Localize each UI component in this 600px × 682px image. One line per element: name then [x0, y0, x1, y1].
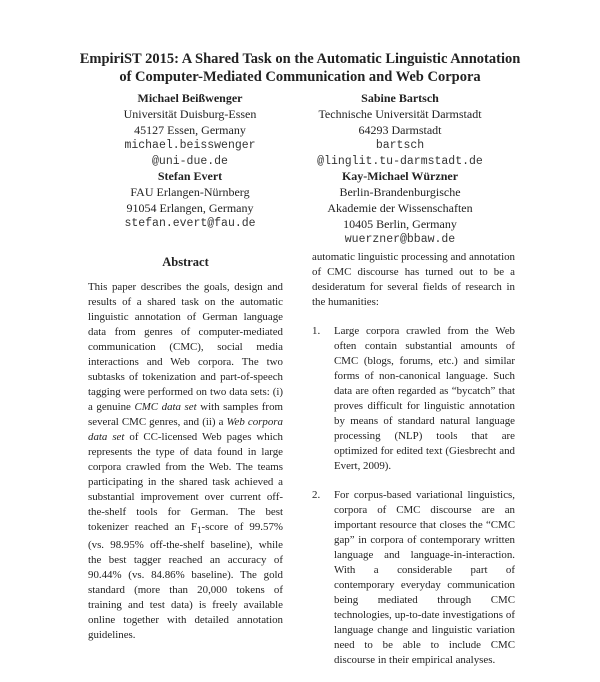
author-affiliation-2: Akademie der Wissenschaften	[327, 201, 473, 215]
list-item	[312, 324, 515, 474]
abstract-text-2: with samples from several CMC genres, and (ii) a	[88, 401, 283, 428]
author-email-domain[interactable]: @uni-due.de	[152, 155, 228, 168]
author-affiliation: FAU Erlangen-Nürnberg	[130, 185, 250, 199]
author-address: 64293 Darmstadt	[358, 123, 442, 137]
author-affiliation: Berlin-Brandenburgische	[339, 185, 461, 199]
abstract-emphasis-1: CMC data set	[134, 401, 197, 413]
author-name: Stefan Evert	[157, 169, 223, 183]
abstract-subscript: 1	[197, 525, 202, 536]
list-item-text: For corpus-based variational linguistics, corpora of CMC discourse are an important resource that closes the “CMC gap” in corpora of contemporary written language and language-in-interaction. With a considerable part of contemporary everyday communication being mediated through CMC technologies, up-to-date investigations of language change and linguistic variation need to be able to include CMC discourse in their empirical analyses.	[334, 489, 515, 666]
author-block-4	[300, 168, 500, 248]
author-block-1	[100, 90, 280, 170]
list-item-text: Large corpora crawled from the Web often contain substantial amounts of CMC (blogs, forums, etc.) and similar forms of non-canonical language. Such data are often regarded as “bycatch” that proves difficult for linguistic annotation by means of standard natural language processing (NLP) tools that are optimized for edited text (Giesbrecht and Evert, 2009).	[334, 325, 515, 472]
author-email[interactable]: wuerzner@bbaw.de	[344, 233, 456, 246]
author-affiliation: Technische Universität Darmstadt	[318, 107, 482, 121]
author-address: 10405 Berlin, Germany	[343, 217, 457, 231]
abstract-emphasis-2: Web corpora data set	[88, 416, 283, 443]
author-address: 91054 Erlangen, Germany	[126, 201, 254, 215]
author-email[interactable]: stefan.evert@fau.de	[124, 217, 256, 230]
author-email[interactable]: bartsch	[375, 139, 425, 152]
list-item-number: 2.	[312, 489, 321, 501]
author-name: Kay-Michael Würzner	[341, 169, 459, 183]
paper-title	[60, 50, 540, 86]
author-address: 45127 Essen, Germany	[134, 123, 246, 137]
intro-column	[312, 250, 515, 682]
title-line-1: EmpiriST 2015: A Shared Task on the Automatic Linguistic Annotation	[79, 51, 521, 67]
author-name: Michael Beißwenger	[137, 91, 243, 105]
title-line-2: of Computer-Mediated Communication and Web Corpora	[119, 69, 481, 85]
abstract-text-4: -score of 99.57% (vs. 98.95% off-the-shelf baseline), while the best tagger reached an accuracy of 90.44% (vs. 84.86% baseline). The gold standard (more than 20,000 tokens of training and test data) is freely available online together with detailed annotation guidelines.	[88, 521, 283, 642]
abstract-text-3: of CC-licensed Web pages which represents the type of data found in large corpora crawled from the Web. The teams participating in the shared task achieved a substantial improvement over current off-the-shelf tools for German. The best tokenizer reached an F	[88, 431, 284, 533]
abstract-heading: Abstract	[162, 255, 209, 269]
list-item-number: 1.	[312, 325, 321, 337]
author-email[interactable]: michael.beisswenger	[124, 139, 256, 152]
intro-list	[312, 324, 515, 668]
intro-paragraph: automatic linguistic processing and annotation of CMC discourse has turned out to be a desideratum for several fields of research in the humanities:	[312, 251, 515, 308]
abstract-paragraph	[88, 280, 283, 643]
author-name: Sabine Bartsch	[361, 91, 439, 105]
abstract-body	[88, 280, 283, 643]
author-block-2	[300, 90, 500, 170]
author-email-domain[interactable]: @linglit.tu-darmstadt.de	[317, 155, 483, 168]
author-affiliation: Universität Duisburg-Essen	[123, 107, 257, 121]
author-block-3	[100, 168, 280, 232]
list-item	[312, 488, 515, 668]
abstract-text-1: This paper describes the goals, design and results of a shared task on the automatic linguistic annotation of German language data from genres of computer-mediated communication (CMC), social media interactions and Web corpora. The two subtasks of tokenization and part-of-speech tagging were performed on two data sets: (i) a genuine	[88, 281, 283, 413]
